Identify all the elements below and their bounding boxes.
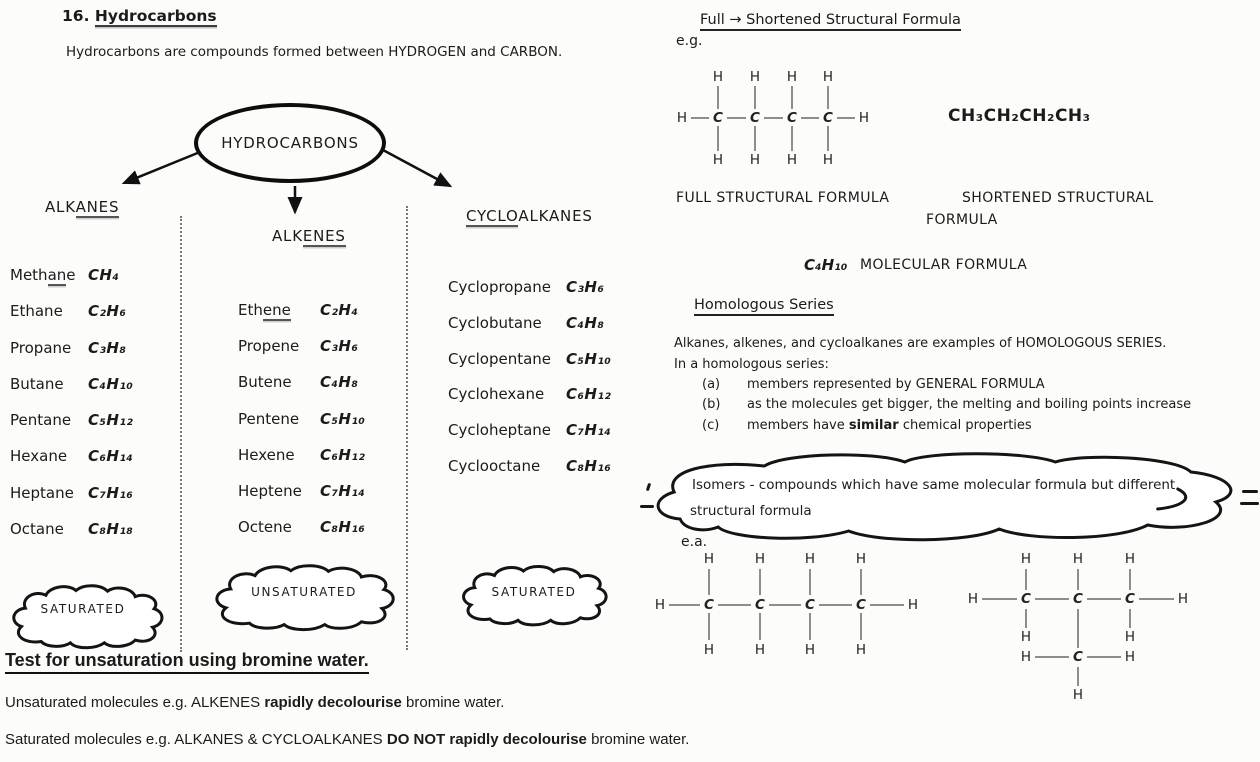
compound-row — [238, 482, 365, 518]
bond-line — [791, 86, 793, 109]
atom-c: C — [1125, 591, 1135, 607]
isomer-structure-methylpropane — [956, 543, 1206, 708]
name-part: Propane — [10, 338, 72, 357]
bond-line — [837, 117, 855, 119]
name-part: Butane — [10, 374, 64, 393]
cycloalkanes-heading — [466, 207, 593, 225]
homologous-series-heading: Homologous Series — [694, 297, 834, 316]
atom-h: H — [654, 597, 666, 613]
atom-h: H — [967, 591, 979, 607]
atom-h: H — [855, 642, 867, 658]
alkenes-heading — [272, 227, 346, 245]
atom-h: H — [1072, 551, 1084, 567]
bond-line — [860, 613, 862, 640]
alkenes-list — [238, 301, 365, 554]
compound-name — [10, 520, 88, 538]
atom-h: H — [1020, 649, 1032, 665]
isomer-structure-butane — [653, 543, 928, 663]
cycloalkanes-list — [448, 278, 611, 493]
text-part: bromine water. — [401, 694, 505, 711]
compound-formula: C₂H₆ — [88, 302, 127, 321]
column-divider-right — [406, 206, 408, 650]
item-text — [747, 418, 1032, 438]
bromine-test-heading: Test for unsaturation using bromine water. — [5, 650, 369, 674]
ea-label: e.a. — [681, 534, 708, 550]
molecular-formula: C₄H₁₀ — [804, 256, 848, 274]
atom-h: H — [804, 551, 816, 567]
compound-name — [448, 278, 566, 296]
atom-h: H — [676, 110, 688, 126]
atom-h: H — [703, 551, 715, 567]
atom-h: H — [712, 69, 724, 85]
compound-formula: C₃H₆ — [566, 278, 605, 296]
molecular-formula-label: MOLECULAR FORMULA — [860, 257, 1028, 273]
atom-c: C — [787, 110, 797, 126]
name-part: Cyclooctane — [448, 456, 541, 475]
item-text — [747, 397, 1191, 417]
bond-line — [1025, 569, 1027, 590]
compound-formula: C₆H₁₄ — [88, 447, 134, 466]
name-part: Hexane — [10, 447, 68, 466]
compound-formula: CH₄ — [88, 266, 120, 284]
compound-formula: C₅H₁₂ — [88, 411, 134, 430]
bond-line — [754, 126, 756, 151]
atom-c: C — [805, 597, 815, 613]
name-part: Cyclobutane — [448, 313, 542, 332]
compound-formula: C₄H₈ — [320, 373, 359, 392]
compound-row — [10, 302, 133, 338]
full-structural-label: FULL STRUCTURAL FORMULA — [676, 190, 890, 206]
text-part: members represented by GENERAL FORMULA — [747, 377, 1045, 392]
heading-part-underlined: ANES — [75, 198, 120, 216]
name-part: Heptene — [238, 481, 302, 500]
bond-line — [809, 613, 811, 640]
atom-c: C — [704, 597, 714, 613]
item-tag: (b) — [702, 397, 721, 413]
text-part-bold: DO NOT rapidly decolourise — [386, 731, 587, 748]
compound-row — [448, 278, 611, 314]
compound-formula: C₅H₁₀ — [320, 409, 366, 428]
compound-formula: C₃H₆ — [320, 337, 359, 356]
name-part: Butene — [238, 373, 292, 392]
cloud-stray-mark — [640, 505, 654, 508]
name-part: Octene — [238, 518, 292, 537]
branch-arrows — [75, 138, 498, 230]
column-divider-left — [180, 216, 182, 652]
compound-name — [448, 457, 566, 475]
atom-h: H — [822, 152, 834, 168]
homologous-item — [702, 418, 1191, 438]
atom-h: H — [822, 69, 834, 85]
atom-c: C — [750, 110, 760, 126]
compound-formula: C₇H₁₄ — [320, 481, 366, 500]
full-structural-formula-butane — [672, 56, 882, 171]
atom-c: C — [856, 597, 866, 613]
cycloalkanes-cloud-label: SATURATED — [491, 585, 577, 599]
bond-line — [759, 613, 761, 640]
compound-row — [448, 457, 611, 493]
compound-formula: C₄H₈ — [566, 313, 605, 332]
heading-part: ALKANES — [518, 207, 593, 225]
bond-line — [717, 86, 719, 109]
bond-line — [860, 569, 862, 595]
compound-name — [238, 482, 320, 500]
compound-name — [238, 446, 320, 464]
bond-line — [1077, 609, 1079, 648]
name-part: Cyclopropane — [448, 278, 551, 296]
saturated-rule — [5, 731, 689, 748]
text-part: bromine water. — [586, 731, 690, 748]
bond-line — [827, 86, 829, 109]
compound-name — [448, 385, 566, 403]
name-part: Hexene — [238, 445, 295, 464]
compound-row — [238, 410, 365, 446]
alkanes-heading — [45, 198, 119, 216]
bond-line — [801, 117, 819, 119]
compound-row — [448, 350, 611, 386]
atom-h: H — [858, 110, 870, 126]
compound-formula: C₂H₄ — [320, 301, 359, 319]
name-part: Meth — [10, 266, 48, 284]
bond-line — [870, 604, 904, 606]
bond-line — [1035, 656, 1069, 658]
compound-row — [448, 385, 611, 421]
name-part: Cyclopentane — [448, 349, 552, 368]
bond-line — [759, 569, 761, 595]
unsaturated-rule — [5, 694, 504, 711]
cloud-stray-mark — [1240, 502, 1259, 505]
compound-name — [10, 375, 88, 393]
atom-c: C — [1073, 591, 1083, 607]
compound-row — [10, 447, 133, 483]
alkanes-cloud-label: SATURATED — [40, 602, 126, 616]
atom-h: H — [712, 152, 724, 168]
bond-line — [727, 117, 746, 119]
atom-c: C — [823, 110, 833, 126]
compound-name — [238, 301, 320, 319]
bond-line — [819, 604, 852, 606]
compound-name — [10, 447, 88, 465]
alkanes-list — [10, 266, 133, 556]
compound-formula: C₈H₁₆ — [566, 456, 612, 475]
text-part: as the molecules get bigger, the melting and boiling points increase — [747, 397, 1192, 413]
atom-h: H — [1020, 551, 1032, 567]
bond-line — [1035, 598, 1069, 600]
bond-line — [1077, 569, 1079, 590]
compound-formula: C₃H₈ — [88, 338, 127, 357]
shortened-structural-label-line1: SHORTENED STRUCTURAL — [962, 190, 1154, 206]
bond-line — [809, 569, 811, 595]
compound-name — [238, 518, 320, 536]
compound-name — [10, 484, 88, 502]
compound-name — [238, 410, 320, 428]
isomers-definition-line1: Isomers - compounds which have same molecular formula but different — [692, 477, 1176, 493]
atom-h: H — [1177, 591, 1189, 607]
compound-formula: C₈H₁₈ — [88, 520, 134, 539]
compound-name — [238, 373, 320, 391]
name-part: Octane — [10, 520, 64, 539]
compound-name — [10, 339, 88, 357]
compound-name — [10, 411, 88, 429]
bond-line — [1025, 609, 1027, 628]
bond-line — [827, 126, 829, 151]
atom-h: H — [1124, 551, 1136, 567]
intro-sentence: Hydrocarbons are compounds formed between HYDROGEN and CARBON. — [66, 44, 563, 60]
item-tag: (c) — [702, 417, 720, 433]
item-text — [747, 377, 1045, 397]
bond-line — [764, 117, 783, 119]
isomers-definition-line2: structural formula — [690, 503, 812, 519]
shortened-structural-label-line2: FORMULA — [926, 212, 998, 228]
compound-name — [448, 350, 566, 368]
structural-formula-title: Full → Shortened Structural Formula — [700, 12, 961, 31]
homologous-items-list — [702, 377, 1191, 438]
compound-formula: C₇H₁₄ — [566, 421, 612, 440]
compound-row — [238, 446, 365, 482]
title-number: 16. — [62, 7, 90, 25]
atom-h: H — [703, 642, 715, 658]
compound-row — [10, 375, 133, 411]
bond-line — [669, 604, 700, 606]
bond-line — [1139, 598, 1174, 600]
atom-h: H — [1124, 629, 1136, 645]
atom-c: C — [1021, 591, 1031, 607]
eg-label: e.g. — [676, 33, 703, 49]
homologous-item — [702, 377, 1191, 397]
compound-name — [238, 337, 320, 355]
title-word: Hydrocarbons — [94, 7, 217, 25]
text-part: Unsaturated molecules e.g. ALKENES — [5, 694, 265, 711]
text-part-bold: rapidly decolourise — [264, 694, 402, 711]
name-part-underlined: ene — [262, 301, 291, 319]
compound-name — [448, 314, 566, 332]
compound-row — [448, 314, 611, 350]
atom-c: C — [1073, 649, 1083, 665]
name-part: Pentane — [10, 411, 72, 430]
name-part-underlined: an — [47, 266, 67, 284]
alkenes-cloud-label: UNSATURATED — [251, 585, 357, 599]
atom-h: H — [754, 642, 766, 658]
compound-formula: C₅H₁₀ — [566, 349, 612, 368]
text-part: members have — [747, 417, 849, 433]
compound-name — [10, 266, 88, 284]
heading-part-underlined: CYCLO — [466, 207, 519, 225]
text-part: chemical properties — [898, 417, 1032, 433]
atom-c: C — [755, 597, 765, 613]
name-part: e — [66, 266, 76, 284]
compound-formula: C₄H₁₀ — [88, 374, 134, 393]
homologous-intro-1: Alkanes, alkenes, and cycloalkanes are examples of HOMOLOGOUS SERIES. — [674, 336, 1167, 351]
compound-formula: C₆H₁₂ — [320, 445, 366, 464]
compound-row — [10, 266, 133, 302]
shortened-formula: CH₃CH₂CH₂CH₃ — [948, 106, 1091, 126]
saturated-cloud-alkanes — [8, 583, 166, 651]
heading-part-underlined: ENES — [302, 227, 346, 245]
compound-row — [10, 411, 133, 447]
name-part: Propene — [238, 337, 300, 356]
compound-row — [238, 301, 365, 337]
compound-row — [10, 339, 133, 375]
compound-formula: C₆H₁₂ — [566, 385, 612, 404]
compound-name — [448, 421, 566, 439]
atom-c: C — [713, 110, 723, 126]
arrow-to-alkanes — [124, 152, 200, 183]
compound-name — [10, 302, 88, 320]
compound-row — [10, 520, 133, 556]
cloud-stray-mark — [1242, 490, 1258, 493]
item-tag: (a) — [702, 377, 721, 392]
compound-row — [448, 421, 611, 457]
compound-formula: C₇H₁₆ — [88, 483, 134, 502]
compound-row — [10, 484, 133, 520]
atom-h: H — [749, 69, 761, 85]
atom-h: H — [804, 642, 816, 658]
name-part: Eth — [238, 301, 263, 319]
heading-part: ALK — [45, 198, 76, 216]
bond-line — [708, 569, 710, 595]
compound-row — [238, 518, 365, 554]
bond-line — [1087, 656, 1121, 658]
bond-line — [1129, 569, 1131, 590]
name-part: Pentene — [238, 409, 300, 428]
atom-h: H — [786, 69, 798, 85]
compound-row — [238, 337, 365, 373]
compound-row — [238, 373, 365, 409]
bond-line — [691, 117, 709, 119]
bond-line — [754, 86, 756, 109]
bond-line — [1077, 667, 1079, 686]
bond-line — [769, 604, 801, 606]
homologous-intro-2: In a homologous series: — [674, 357, 829, 372]
text-part-bold: similar — [848, 417, 899, 433]
name-part: Ethane — [10, 302, 63, 321]
name-part: Cycloheptane — [448, 421, 552, 440]
isomers-cloud — [646, 451, 1248, 543]
arrow-to-cycloalkanes — [383, 150, 450, 186]
name-part: Cyclohexane — [448, 385, 545, 404]
bond-line — [717, 126, 719, 151]
homologous-item — [702, 397, 1191, 417]
bond-line — [982, 598, 1017, 600]
heading-part: ALK — [272, 227, 303, 245]
atom-h: H — [1072, 687, 1084, 703]
compound-formula: C₈H₁₆ — [320, 518, 366, 537]
name-part: Heptane — [10, 483, 74, 502]
atom-h: H — [1124, 649, 1136, 665]
ellipse-label: HYDROCARBONS — [221, 134, 359, 152]
bond-line — [708, 613, 710, 640]
bond-line — [1087, 598, 1121, 600]
text-part: Saturated molecules e.g. ALKANES & CYCLOALKANES — [5, 731, 387, 748]
atom-h: H — [907, 597, 919, 613]
bond-line — [791, 126, 793, 151]
atom-h: H — [749, 152, 761, 168]
atom-h: H — [754, 551, 766, 567]
atom-h: H — [1020, 629, 1032, 645]
atom-h: H — [786, 152, 798, 168]
bond-line — [718, 604, 751, 606]
atom-h: H — [855, 551, 867, 567]
bond-line — [1129, 609, 1131, 628]
page-title — [62, 7, 217, 25]
